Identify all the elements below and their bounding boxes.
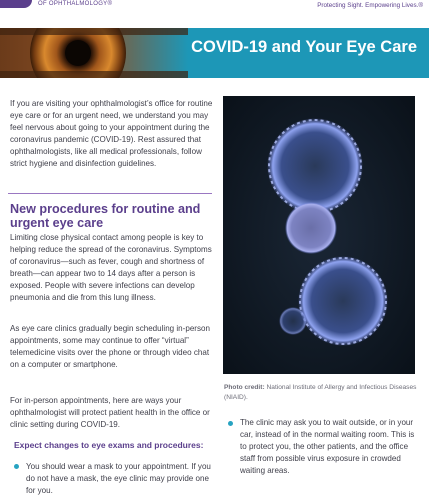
section-heading: New procedures for routine and urgent eye care [10, 202, 201, 230]
photo-credit-label: Photo credit: [224, 384, 265, 391]
section-divider [8, 193, 212, 194]
eye-iris-image [0, 28, 188, 78]
paragraph-symptoms: Limiting close physical contact among people is key to helping reduce the spread of the coronavirus. Symptoms of coronavirus—such as fever, cough and shortness of breath—can appear two to 14 days after a person is exposed. People with severe infections can develop pneumonia and die from this lung illness. [10, 233, 212, 303]
intro-paragraph: If you are visiting your ophthalmologist’s office for routine eye care or for an urgent need, we understand you may feel nervous about going to your appointment during the coronavirus pandemic (COVID-19). Rest assured that ophthalmologists, like all medical professionals, follow strict hygiene and disinfection guidelines. [10, 99, 213, 169]
tagline: Protecting Sight. Empowering Lives.® [317, 2, 423, 9]
subheading-changes: Expect changes to eye exams and procedures: [14, 440, 204, 450]
title-banner [0, 28, 429, 78]
academy-logo [0, 0, 32, 8]
page-title: COVID-19 and Your Eye Care [191, 38, 417, 56]
organization-name: OF OPHTHALMOLOGY® [38, 1, 113, 7]
photo-credit [224, 383, 424, 403]
bullet-icon [14, 464, 19, 469]
page-header [0, 0, 429, 13]
paragraph-in-person: For in-person appointments, here are ways your ophthalmologist will protect patient health in the office or clinic setting during COVID-19. [10, 396, 210, 430]
bullet-icon [228, 421, 233, 426]
bullet-waiting-room: The clinic may ask you to wait outside, or in your car, instead of in the normal waiting room. This is to protect you, the other patients, and the office staff from possible virus exposure in crowded waiting areas. [240, 418, 415, 476]
bullet-mask: You should wear a mask to your appointment. If you do not have a mask, the eye clinic may provide one for you. [26, 462, 211, 496]
paragraph-telemedicine: As eye care clinics gradually begin scheduling in-person appointments, some may continue to offer “virtual” telemedicine visits over the phone or through video chat on a computer or smartphone. [10, 324, 210, 370]
coronavirus-micrograph [223, 96, 415, 374]
photo-credit-text: National Institute of Allergy and Infectious Diseases (NIAID). [224, 384, 417, 401]
